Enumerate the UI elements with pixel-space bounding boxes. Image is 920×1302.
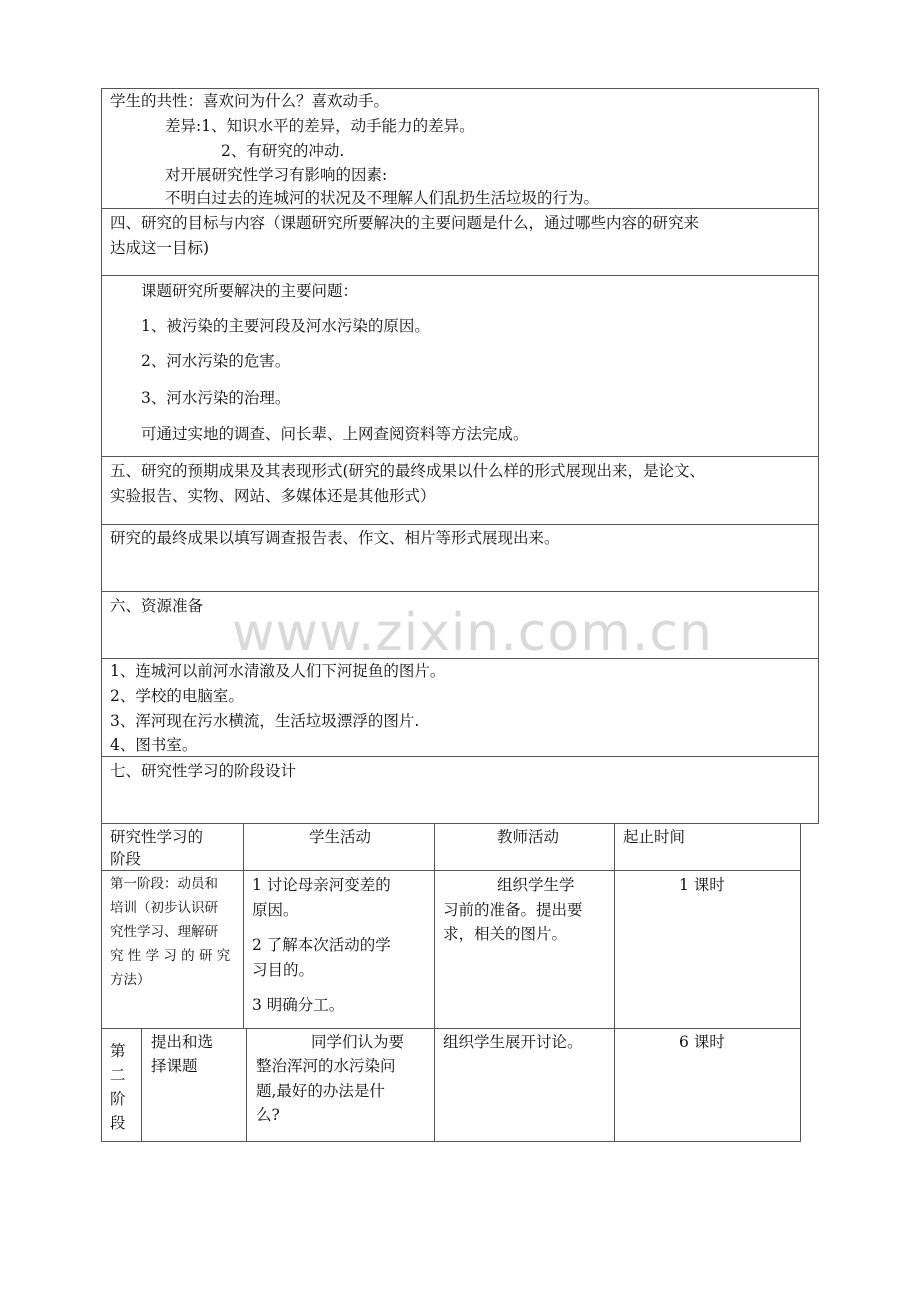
stage2-substage: 择课题 bbox=[151, 1057, 198, 1075]
stage2-label: 第 bbox=[110, 1042, 126, 1060]
problem-item-1: 1、被污染的主要河段及河水污染的原因。 bbox=[141, 317, 430, 335]
section5-heading: 五、研究的预期成果及其表现形式(研究的最终成果以什么样的形式展现出来，是论文、 bbox=[110, 462, 706, 480]
stage2-time: 6 课时 bbox=[679, 1033, 725, 1051]
students-commonality: 学生的共性：喜欢问为什么？喜欢动手。 bbox=[110, 92, 390, 110]
stage1-student-activity: 2 了解本次活动的学 bbox=[252, 936, 391, 954]
stage1-description: 究 性 学 习 的 研 究 bbox=[110, 948, 231, 964]
stage-table-bottom-border bbox=[101, 1141, 801, 1142]
resource-item-1: 1、连城河以前河水清澈及人们下河捉鱼的图片。 bbox=[110, 662, 446, 680]
section6-heading: 六、资源准备 bbox=[110, 597, 204, 615]
stage-header-divider bbox=[101, 870, 801, 871]
students-difference-2: 2、有研究的冲动. bbox=[221, 142, 345, 160]
header-stage-cont: 阶段 bbox=[110, 850, 142, 868]
section5-heading-cont: 实验报告、实物、网站、多媒体还是其他形式） bbox=[110, 487, 436, 505]
watermark: www.zixin.com.cn bbox=[232, 603, 713, 663]
stage2-student-activity: 么? bbox=[256, 1106, 280, 1124]
stage-table-left-border bbox=[101, 824, 102, 1142]
row-divider bbox=[101, 524, 819, 525]
stage1-description: 究性学习、理解研 bbox=[110, 924, 218, 940]
resource-item-3: 3、浑河现在污水横流，生活垃圾漂浮的图片. bbox=[110, 712, 420, 730]
col-divider-stage bbox=[243, 871, 244, 1029]
section4-heading-cont: 达成这一目标) bbox=[110, 239, 210, 257]
row-divider bbox=[101, 756, 819, 757]
col-divider-teacher bbox=[614, 824, 615, 1142]
stage2-label: 二 bbox=[110, 1066, 126, 1084]
stage2-substage: 提出和选 bbox=[151, 1033, 214, 1051]
stage1-teacher-activity: 习前的准备。提出要 bbox=[443, 901, 583, 919]
header-stage: 研究性学习的 bbox=[110, 828, 204, 846]
header-student-activity: 学生活动 bbox=[309, 828, 372, 846]
col-divider-sub bbox=[141, 1029, 142, 1141]
header-teacher-activity: 教师活动 bbox=[497, 828, 560, 846]
col-divider-stage bbox=[246, 1029, 247, 1141]
section7-heading: 七、研究性学习的阶段设计 bbox=[110, 762, 297, 780]
research-method: 可通过实地的调查、问长辈、上网查阅资料等方法完成。 bbox=[141, 425, 529, 443]
stage2-teacher-activity: 组织学生展开讨论。 bbox=[443, 1033, 583, 1051]
stage2-label: 段 bbox=[110, 1114, 126, 1132]
influence-factors-label: 对开展研究性学习有影响的因素: bbox=[165, 166, 388, 184]
section5-content: 研究的最终成果以填写调查报告表、作文、相片等形式展现出来。 bbox=[110, 529, 560, 547]
stage2-student-activity: 整治浑河的水污染问 bbox=[256, 1057, 396, 1075]
problem-item-2: 2、河水污染的危害。 bbox=[141, 352, 291, 370]
col-divider-stage bbox=[243, 824, 244, 871]
stage1-description: 第一阶段：动员和 bbox=[110, 876, 218, 892]
students-difference: 差异:1、知识水平的差异，动手能力的差异。 bbox=[165, 117, 475, 135]
stage1-student-activity: 习目的。 bbox=[252, 961, 315, 979]
influence-factors-text: 不明白过去的连城河的状况及不理解人们乱扔生活垃圾的行为。 bbox=[165, 189, 600, 207]
resource-item-4: 4、图书室。 bbox=[110, 736, 198, 754]
row-divider bbox=[101, 275, 819, 276]
section4-heading: 四、研究的目标与内容（课题研究所要解决的主要问题是什么，通过哪些内容的研究来 bbox=[110, 214, 700, 232]
stage1-student-activity: 1 讨论母亲河变差的 bbox=[252, 876, 391, 894]
section4-intro: 课题研究所要解决的主要问题： bbox=[141, 282, 359, 300]
stage2-student-activity: 题,最好的办法是什 bbox=[256, 1082, 385, 1100]
stage1-teacher-activity: 组织学生学 bbox=[497, 876, 575, 894]
stage2-label: 阶 bbox=[110, 1090, 126, 1108]
stage1-time: 1 课时 bbox=[679, 876, 725, 894]
stage-row-divider bbox=[101, 1028, 801, 1029]
resource-item-2: 2、学校的电脑室。 bbox=[110, 687, 244, 705]
stage1-description: 方法） bbox=[110, 972, 151, 988]
stage1-student-activity: 原因。 bbox=[252, 901, 299, 919]
stage2-student-activity: 同学们认为要 bbox=[311, 1033, 405, 1051]
stage-table-right-border bbox=[800, 824, 801, 1142]
row-divider bbox=[101, 591, 819, 592]
stage1-description: 培训（初步认识研 bbox=[110, 900, 218, 916]
stage1-student-activity: 3 明确分工。 bbox=[252, 996, 345, 1014]
problem-item-3: 3、河水污染的治理。 bbox=[141, 389, 291, 407]
row-divider bbox=[101, 456, 819, 457]
stage1-teacher-activity: 求，相关的图片。 bbox=[443, 925, 568, 943]
col-divider-student bbox=[434, 824, 435, 1142]
header-time: 起止时间 bbox=[623, 828, 686, 846]
